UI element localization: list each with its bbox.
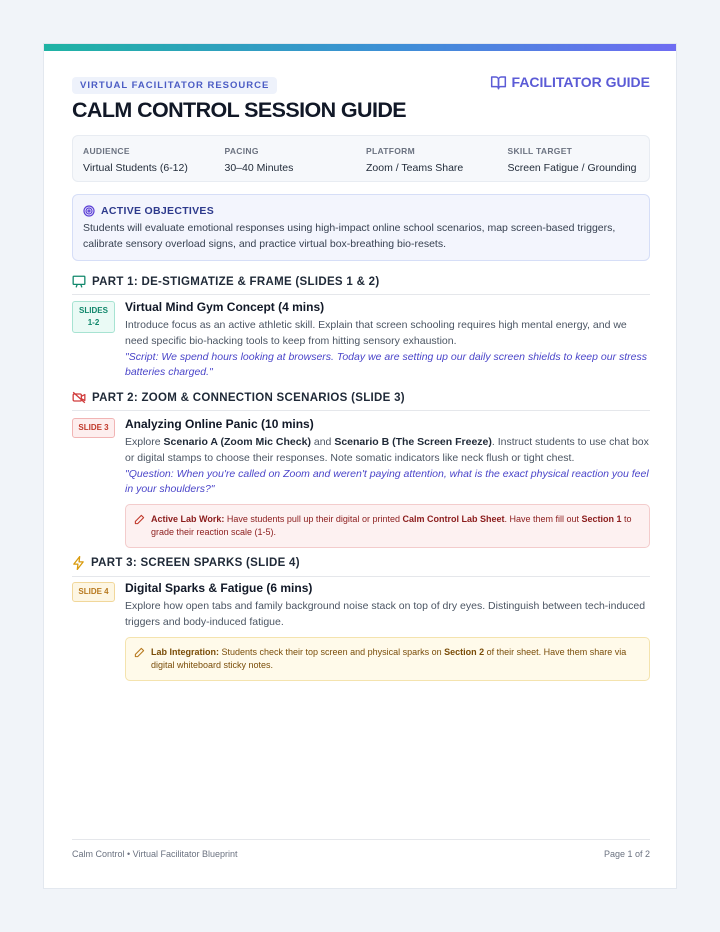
meta-pacing: [225, 146, 367, 181]
item-description: [125, 434, 650, 466]
meta-value: Virtual Students (6-12): [83, 162, 188, 174]
page-number: Page 1 of 2: [603, 849, 650, 859]
slide-badge: SLIDE 3: [72, 418, 115, 438]
document-page: [43, 43, 677, 889]
item-body: [125, 417, 650, 548]
text-run: Explore: [125, 436, 164, 448]
item-title: Analyzing Online Panic (10 mins): [125, 417, 314, 431]
meta-value: Zoom / Teams Share: [366, 162, 464, 174]
page-title: CALM CONTROL SESSION GUIDE: [72, 98, 406, 122]
callout-emphasis: Section 2: [444, 647, 485, 657]
accent-bar: [44, 44, 676, 51]
guide-label-text: FACILITATOR GUIDE: [511, 74, 650, 90]
part-2-heading-text: PART 2: ZOOM & CONNECTION SCENARIOS (SLIDE 3): [92, 391, 405, 404]
meta-skill-target: [508, 146, 650, 181]
item-script: "Question: When you're called on Zoom and weren't paying attention, what is the exact physical reaction you feel in your shoulders?": [125, 468, 649, 495]
item-script: "Script: We spend hours looking at browsers. Today we are setting up our daily screen shields to keep our stress batteries charged.": [125, 351, 647, 378]
callout-emphasis: Section 1: [581, 514, 622, 524]
slide-badge: SLIDE 4: [72, 582, 115, 602]
item-description: Introduce focus as an active athletic skill. Explain that screen schooling requires high mental energy, and we need specific bio-hacking tools to keep from hitting sensory exhaustion.: [125, 319, 627, 347]
objectives-heading-text: ACTIVE OBJECTIVES: [101, 205, 215, 217]
item-body: [125, 300, 650, 380]
lightning-icon: [72, 556, 85, 570]
meta-label: PLATFORM: [366, 146, 415, 156]
item-title: Digital Sparks & Fatigue (6 mins): [125, 581, 313, 595]
lab-integration-callout: [125, 637, 650, 681]
objectives-heading: [83, 205, 639, 217]
text-run: Have students pull up their digital or printed: [224, 514, 403, 524]
callout-lead: Lab Integration:: [151, 647, 219, 657]
objectives-text: Students will evaluate emotional responses using high-impact online school scenarios, map screen-based triggers, calibrate sensory overload signs, and practice virtual box-breathing bio-resets.: [83, 222, 616, 250]
text-run: and: [310, 436, 335, 448]
pencil-icon: [134, 647, 145, 658]
scenario-b: Scenario B (The Screen Freeze): [334, 436, 492, 448]
target-icon: [83, 205, 95, 217]
lab-work-callout: [125, 504, 650, 548]
meta-value: Screen Fatigue / Grounding: [507, 162, 637, 174]
part-1-heading: [72, 275, 650, 295]
resource-chip: VIRTUAL FACILITATOR RESOURCE: [72, 77, 277, 94]
text-run: to grade their reaction scale (1-5).: [151, 514, 632, 537]
book-open-icon: [490, 75, 507, 90]
item-description: Explore how open tabs and family background noise stack on top of dry eyes. Distinguish between tech-induced triggers and body-induced fatigue.: [125, 600, 646, 628]
meta-value: 30–40 Minutes: [224, 162, 294, 174]
video-off-icon: [72, 391, 86, 404]
item-body: [125, 581, 650, 681]
callout-emphasis: Calm Control Lab Sheet: [402, 514, 505, 524]
part-3-heading: [72, 556, 650, 577]
part-1-section: [72, 275, 650, 295]
scenario-a: Scenario A (Zoom Mic Check): [163, 436, 311, 448]
page-footer: [72, 839, 650, 859]
text-run: of their sheet. Have them share via digital whiteboard sticky notes.: [151, 647, 627, 670]
meta-label: SKILL TARGET: [507, 146, 573, 156]
facilitator-guide-label: [490, 74, 650, 90]
meta-audience: [83, 146, 225, 181]
part-2-heading: [72, 391, 650, 411]
pencil-icon: [134, 514, 145, 525]
objectives-box: [72, 194, 650, 261]
meta-platform: [366, 146, 508, 181]
callout-lead: Active Lab Work:: [151, 514, 225, 524]
text-run: Students check their top screen and physical sparks on: [219, 647, 445, 657]
text-run: . Instruct students to use chat box or digital stamps to choose their responses. Note somatic indicators like neck flush or tight chest.: [125, 436, 649, 464]
session-meta: [72, 135, 650, 182]
part-1-heading-text: PART 1: DE-STIGMATIZE & FRAME (SLIDES 1 & 2): [92, 275, 380, 288]
part-3-heading-text: PART 3: SCREEN SPARKS (SLIDE 4): [91, 557, 300, 569]
footer-title: Calm Control • Virtual Facilitator Blueprint: [72, 849, 238, 859]
text-run: . Have them fill out: [504, 514, 582, 524]
item-title: Virtual Mind Gym Concept (4 mins): [125, 300, 325, 314]
meta-label: AUDIENCE: [83, 146, 130, 156]
presentation-icon: [72, 275, 86, 288]
part-3-section: [72, 556, 650, 577]
meta-label: PACING: [224, 146, 259, 156]
slide-badge: SLIDES 1-2: [72, 301, 115, 333]
part-2-section: [72, 391, 650, 411]
